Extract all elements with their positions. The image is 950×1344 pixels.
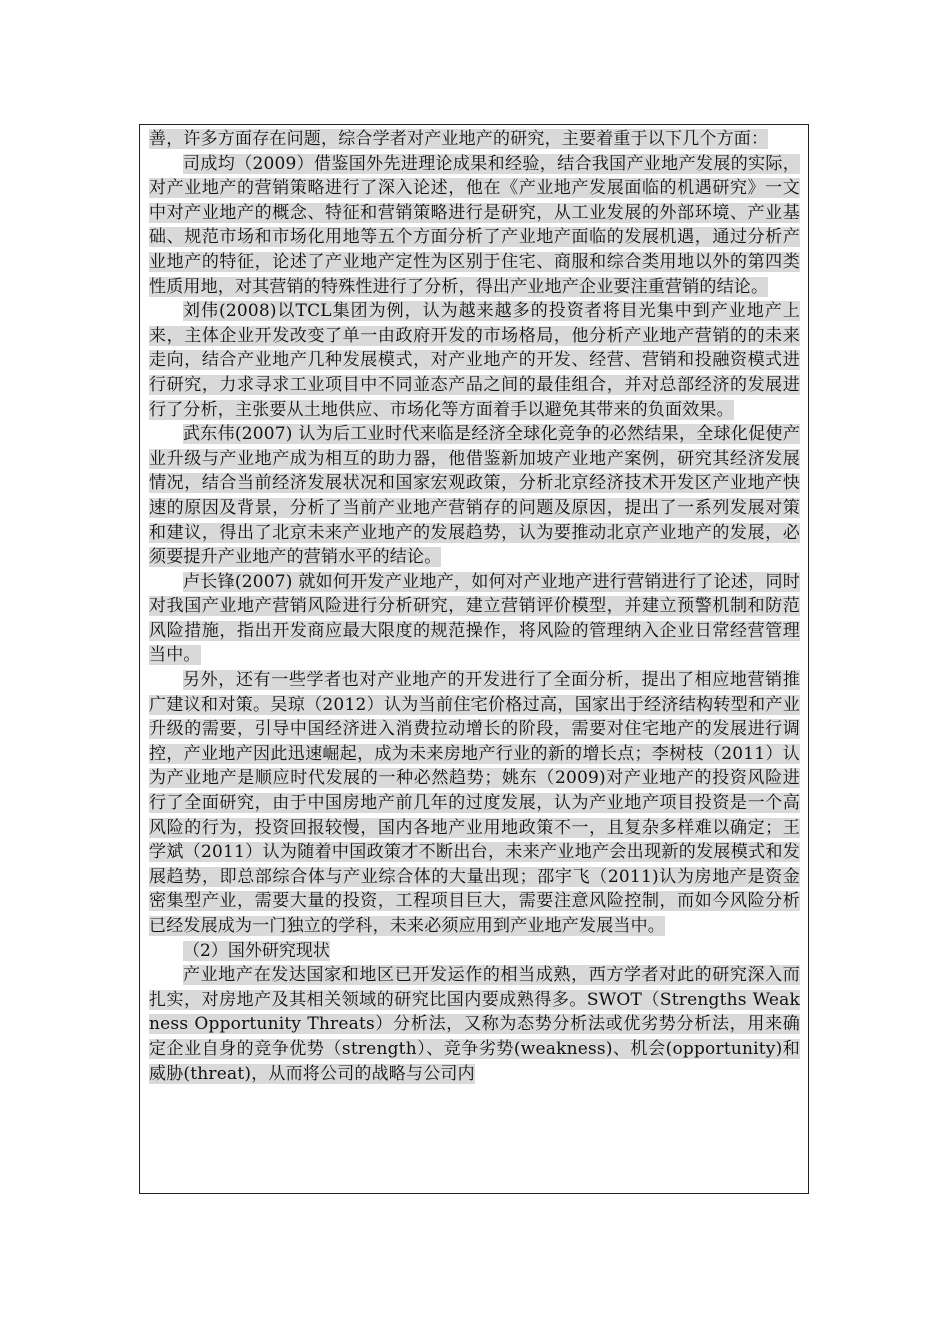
paragraph-intro-text: 善，许多方面存在问题，综合学者对产业地产的研究，主要着重于以下几个方面：: [149, 129, 769, 149]
paragraph-wu-dongwei: [149, 422, 800, 570]
paragraph-lu-changfeng-text: 卢长锋(2007) 就如何开发产业地产，如何对产业地产进行营销进行了论述，同时对我国产业地产营销风险进行分析研究，建立营销评价模型，并建立预警机制和防范风险措施，指出开发商应最大限度的规范操作，将风险的管理纳入企业日常经营管理当中。: [149, 571, 800, 666]
paragraph-foreign-research: [149, 963, 800, 1086]
paragraph-liu-wei: [149, 299, 800, 422]
paragraph-other-scholars-text: 另外，还有一些学者也对产业地产的开发进行了全面分析，提出了相应地营销推广建议和对策。吴琼（2012）认为当前住宅价格过高，国家出于经济结构转型和产业升级的需要，引导中国经济进入消费拉动增长的阶段，需要对住宅地产的发展进行调控，产业地产因此迅速崛起，成为未来房地产行业的新的增长点；李树枝（2011）认为产业地产是顺应时代发展的一种必然趋势；姚东（2009)对产业地产的投资风险进行了全面研究，由于中国房地产前几年的过度发展，认为产业地产项目投资是一个高风险的行为，投资回报较慢，国内各地产业用地政策不一，且复杂多样难以确定；王学斌（2011）认为随着中国政策才不断出台，未来产业地产会出现新的发展模式和发展趋势，即总部综合体与产业综合体的大量出现；邵宇飞（2011)认为房地产是资金密集型产业，需要大量的投资，工程项目巨大，需要注意风险控制，而如今风险分析已经发展成为一门独立的学科，未来必须应用到产业地产发展当中。: [149, 670, 800, 936]
section-heading-foreign-research: [149, 939, 800, 964]
paragraph-intro: [149, 127, 800, 152]
paragraph-si-chengjun: [149, 152, 800, 300]
paragraph-foreign-research-text: 产业地产在发达国家和地区已开发运作的相当成熟，西方学者对此的研究深入而扎实，对房地产及其相关领域的研究比国内要成熟得多。SWOT（Strengths Weakness Opportunity Threats）分析法，又称为态势分析法或优劣势分析法，用来确定企业自身的竞争优势（strength）、竞争劣势(weakness)、机会(opportunity)和威胁(threat)，从而将公司的战略与公司内: [149, 965, 800, 1084]
document-frame: [139, 124, 809, 1194]
paragraph-wu-dongwei-text: 武东伟(2007) 认为后工业时代来临是经济全球化竞争的必然结果，全球化促使产业升级与产业地产成为相互的助力器，他借鉴新加坡产业地产案例，研究其经济发展情况，结合当前经济发展状况和国家宏观政策，分析北京经济技术开发区产业地产快速的原因及背景，分析了当前产业地产营销存的问题及原因，提出了一系列发展对策和建议，得出了北京未来产业地产的发展趋势，认为要推动北京产业地产的发展，必须要提升产业地产的营销水平的结论。: [149, 424, 800, 568]
paragraph-lu-changfeng: [149, 570, 800, 668]
section-heading-text: （2）国外研究现状: [183, 940, 330, 961]
paragraph-si-chengjun-text: 司成均（2009）借鉴国外先进理论成果和经验，结合我国产业地产发展的实际，对产业地产的营销策略进行了深入论述，他在《产业地产发展面临的机遇研究》一文中对产业地产的概念、特征和营销策略进行是研究，从工业发展的外部环境、产业基础、规范市场和市场化用地等五个方面分析了产业地产面临的发展机遇，通过分析产业地产的特征，论述了产业地产定性为区别于住宅、商服和综合类用地以外的第四类性质用地，对其营销的特殊性进行了分析，得出产业地产企业要注重营销的结论。: [149, 153, 800, 297]
paragraph-other-scholars: [149, 668, 800, 939]
paragraph-liu-wei-text: 刘伟(2008)以TCL集团为例，认为越来越多的投资者将目光集中到产业地产上来，主体企业开发改变了单一由政府开发的市场格局，他分析产业地产营销的的未来走向，结合产业地产几种发展模式，对产业地产的开发、经营、营销和投融资模式进行研究，力求寻求工业项目中不同並态产品之间的最佳组合，并对总部经济的发展进行了分析，主张要从土地供应、市场化等方面着手以避免其带来的负面效果。: [149, 301, 800, 420]
